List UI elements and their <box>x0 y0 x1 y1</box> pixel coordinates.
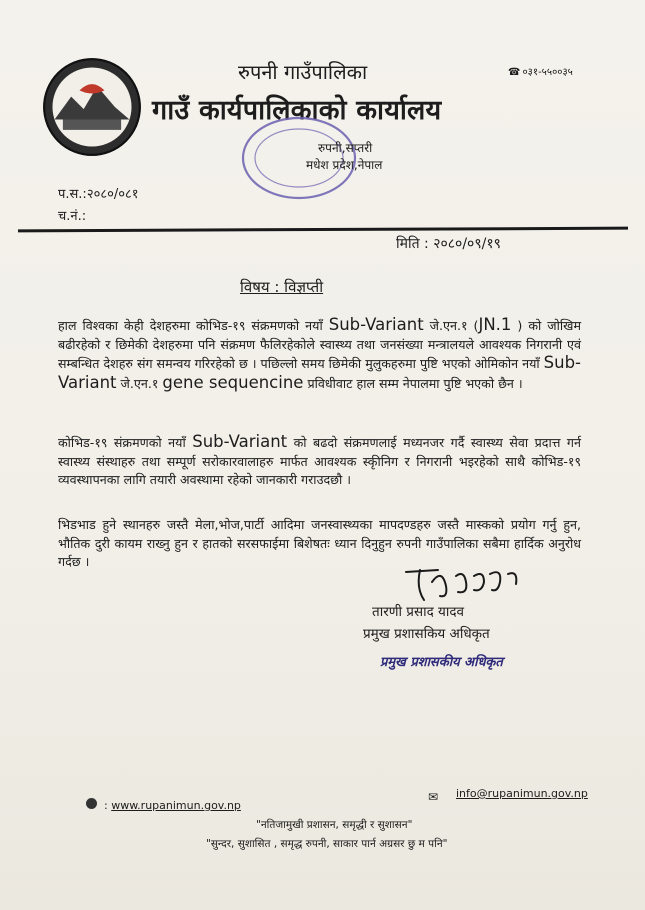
office-title: गाउँ कार्यपालिकाको कार्यालय <box>152 95 442 126</box>
body-paragraph-3: भिडभाड हुने स्थानहरु जस्तै मेला,भोज,पार्टी आदिमा जनस्वास्थ्यका मापदण्डहरु जस्तै मास्कको प्रयोग गर्नु हुन, भौतिक दुरी कायम राख्नु हुन र हातको सरसफाईमा बिशेषतः ध्यान दिनुहुन रुपनी गाउँपालिका सबैमा हार्दिक अनुरोध गर्दछ । <box>58 517 581 569</box>
website: : www.rupanimun.gov.np <box>104 799 241 812</box>
motto-line-2: "सुन्दर, सुशासित , समृद्ध रुपनी, साकार पार्न अग्रसर छु म पनि" <box>206 838 448 850</box>
body-paragraph-1: हाल विश्वका केही देशहरुमा कोभिड-१९ संक्रमणको नयाँ Sub-Variant जे.एन.१ (JN.1 ) को जोखिम बढीरहेको र छिमेकी देशहरुमा पनि संक्रमण फैलिरहेकोले स्वास्थ्य तथा जनसंख्या मन्त्रालयले आवश्यक निगरानी एवं सम्बन्धित देशहरु संग समन्वय गरिरहेको छ । पछिल्लो समय छिमेकी मुलुकहरुमा पुष्टि भएको ओमिकोन नयाँ Sub-Variant जे.एन.१ gene sequencine प्रविधीवाट हाल सम्म नेपालमा पुष्टि भएको छैन । <box>58 315 582 392</box>
subject-heading: विषय : विज्ञप्ती <box>240 278 324 296</box>
globe-icon <box>86 798 97 809</box>
dispatch-number: च.नं.: <box>58 209 87 224</box>
address-line-1: रुपनी,सप्तरी <box>318 141 373 155</box>
handwritten-signature <box>398 560 528 604</box>
motto-line-1: "नतिजामुखी प्रशासन, समृद्धी र सुशासन" <box>256 819 413 831</box>
header-divider <box>18 227 628 233</box>
letter-date: मिति : २०८०/०९/१९ <box>396 236 501 252</box>
body-paragraph-2: कोभिड-१९ संक्रमणको नयाँ Sub-Variant को बढदो संक्रमणलाई मध्यनजर गर्दै स्वास्थ्य सेवा प्रदात्त गर्न स्वास्थ्य संस्थाहरु तथा सम्पूर्ण सरोकारवालाहरु मार्फत आवश्यक स्कृीनिग र निगरानी भइरहेको साथै कोभिड-१९ व्यवस्थापनका लागि तयारी अवस्थामा रहेको जानकारी गराउदछौ । <box>58 432 582 487</box>
website-link[interactable]: www.rupanimun.gov.np <box>111 799 241 812</box>
phone-value: ०३१-५५००३५ <box>522 67 573 78</box>
signer-title-stamp: प्रमुख प्रशासकीय अधिकृत <box>380 655 503 670</box>
phone-icon: ☎ <box>508 67 521 78</box>
email-icon: ✉ <box>428 790 439 804</box>
signer-title: प्रमुख प्रशासकिय अधिकृत <box>363 626 490 642</box>
phone-number <box>508 64 573 78</box>
reference-number: प.स.:२०८०/०८१ <box>58 187 139 202</box>
signer-name: तारणी प्रसाद यादव <box>372 604 465 620</box>
office-name: रुपनी गाउँपालिका <box>238 60 368 84</box>
email-link[interactable]: info@rupanimun.gov.np <box>456 787 588 800</box>
address-line-2: मधेश प्रदेश,नेपाल <box>306 158 383 172</box>
nepal-emblem-icon <box>40 55 144 159</box>
